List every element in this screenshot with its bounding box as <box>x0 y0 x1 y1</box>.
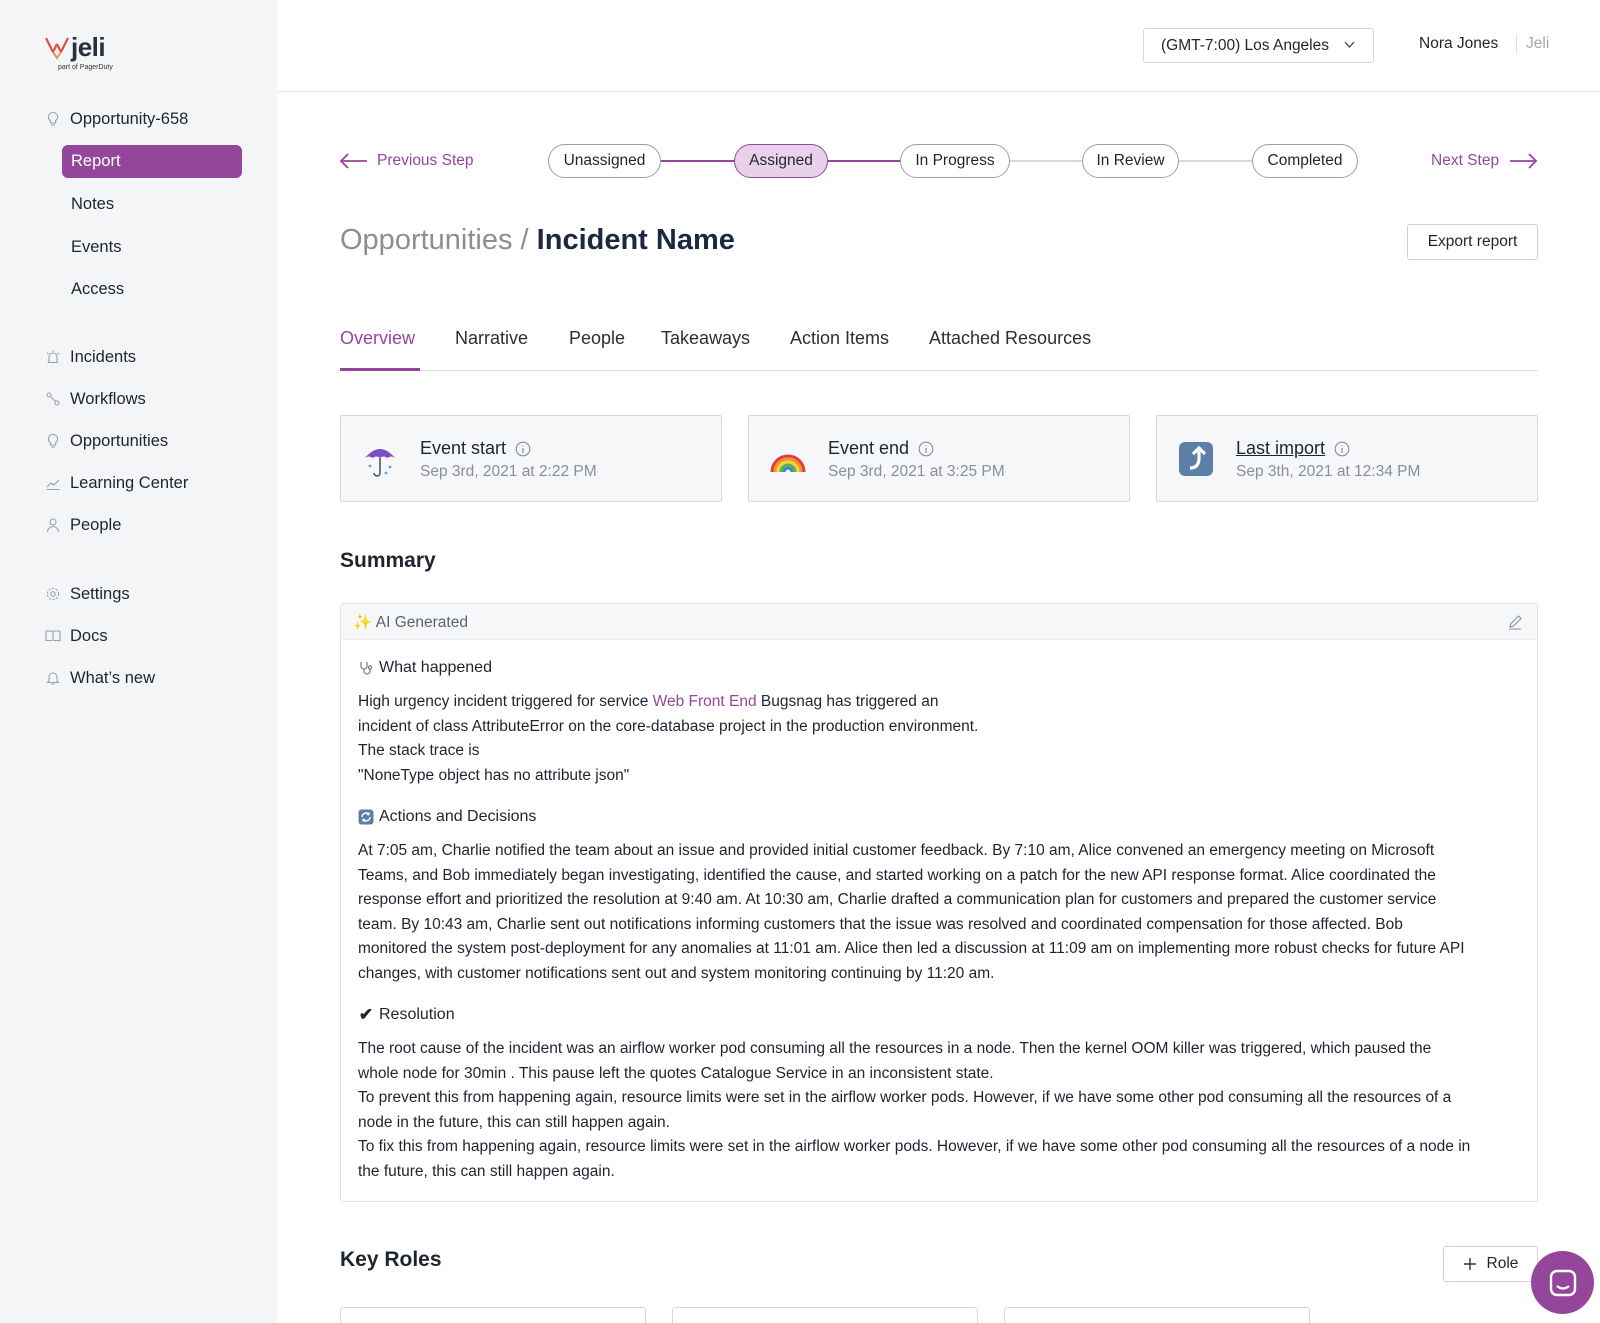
sidebar-opportunity-label: Opportunity-658 <box>70 109 189 128</box>
sidebar-item-learning-center[interactable] <box>44 470 188 496</box>
actions-text: At 7:05 am, Charlie notified the team about an issue and provided initial customer feedback. By 7:10 am, Alice convened an emergency meeting on Microsoft Teams, and Bob immediately began investigating, identified the cause, and started working on a patch for the new API response format. Alice coordinated the response effort and prioritized the resolution at 9:40 am. At 10:30 am, Charlie drafted a communication plan for customers and prepared the customer service team. By 10:43 am, Charlie sent out notifications informing customers that the issue was resolved and coordinated compensation for those affected. Bob monitored the system post-deployment for any anomalies at 11:01 am. Alice then led a discussion at 11:09 am on implementing more robust checks for future API changes, with customer notifications sent out and system monitoring continuing by 11:20 am. <box>358 842 1465 982</box>
status-stepper <box>0 144 1600 178</box>
event-start-label: Event start <box>420 438 507 458</box>
timezone-value: (GMT-7:00) Los Angeles <box>1161 37 1329 54</box>
last-import-card <box>1156 415 1538 502</box>
top-bar <box>277 0 1600 92</box>
user-org: Jeli <box>1516 35 1549 53</box>
event-end-card <box>748 415 1130 502</box>
step-in-review[interactable]: In Review <box>1082 144 1179 178</box>
breadcrumb-separator: / <box>512 224 537 256</box>
add-role-label: Role <box>1486 1255 1519 1272</box>
step-connector <box>827 160 902 162</box>
last-import-title <box>1236 438 1350 459</box>
resolution-text: The root cause of the incident was an airflow worker pod consuming all the resources in a node. Then the kernel OOM killer was triggered, which paused the whole node for 30min . This pause left the quotes Catalogue Service in an inconsistent state. To prevent this from happening again, resource limits were set in the airflow worker pods. However, if we have some other pod consuming all the resources of a node in the future, this can still happen again. To fix this from happening again, resource limits were set in the airflow worker pods. However, if we have some other pod consuming all the resources of a node in the future, this can still happen again. <box>358 1040 1471 1180</box>
arrow-left-icon <box>339 152 369 170</box>
ai-generated-label: ✨ AI Generated <box>353 614 468 631</box>
user-name[interactable]: Nora Jones <box>1419 35 1499 52</box>
info-icon[interactable] <box>1334 441 1350 457</box>
sparkle-icon: ✨ <box>353 614 373 631</box>
arrow-up-icon <box>1177 438 1215 480</box>
sidebar-item-label: Settings <box>70 584 130 603</box>
next-step-label: Next Step <box>1431 152 1500 169</box>
sidebar-sub-access[interactable]: Access <box>71 280 125 298</box>
what-happened-text: High urgency incident triggered for service Web Front End Bugsnag has triggered an incident of class AttributeError on the core-database project in the production environment. The stack trace is "NoneType object has no attribute json" <box>358 693 979 784</box>
tab-takeaways[interactable]: Takeaways <box>661 328 751 348</box>
summary-panel <box>340 603 1538 1202</box>
previous-step-label: Previous Step <box>377 152 474 169</box>
event-start-card <box>340 415 722 502</box>
tab-action-items[interactable]: Action Items <box>790 328 890 348</box>
chart-line-icon <box>44 474 62 492</box>
service-link[interactable]: Web Front End <box>652 693 757 710</box>
sidebar-item-settings[interactable] <box>44 581 130 607</box>
sidebar-item-label: What’s new <box>70 668 155 687</box>
sidebar-item-docs[interactable] <box>44 623 108 649</box>
sidebar-item-label: Opportunities <box>70 431 169 450</box>
step-connector <box>1010 160 1082 162</box>
tab-people[interactable]: People <box>569 328 626 348</box>
logo-wordmark: jeli <box>71 32 106 62</box>
event-end-title <box>828 438 934 459</box>
umbrella-icon <box>361 438 399 480</box>
chat-icon <box>1548 1268 1578 1298</box>
jeli-logo[interactable] <box>44 32 113 71</box>
sidebar-item-whats-new[interactable] <box>44 665 155 691</box>
breadcrumb-parent[interactable]: Opportunities <box>340 224 513 256</box>
sidebar-sub-events[interactable]: Events <box>71 238 122 256</box>
sidebar-item-label: Incidents <box>70 347 137 366</box>
check-mark-icon: ✔ <box>358 1005 374 1024</box>
what-happened-title: What happened <box>379 659 492 676</box>
logo-tagline: part of PagerDuty <box>58 64 113 71</box>
role-card[interactable] <box>672 1307 978 1323</box>
resolution-heading <box>358 1006 455 1024</box>
sidebar-sub-notes[interactable]: Notes <box>71 195 115 213</box>
step-unassigned[interactable]: Unassigned <box>548 144 661 178</box>
event-start-value: Sep 3rd, 2021 at 2:22 PM <box>420 463 597 480</box>
last-import-value: Sep 3th, 2021 at 12:34 PM <box>1236 463 1421 480</box>
book-icon <box>44 627 62 645</box>
event-start-title <box>420 438 531 459</box>
what-happened-heading <box>358 659 492 677</box>
edit-pencil-icon[interactable] <box>1507 614 1523 630</box>
info-icon[interactable] <box>515 441 531 457</box>
sidebar-item-label: People <box>70 515 122 534</box>
sidebar-opportunity[interactable] <box>44 106 188 132</box>
summary-header <box>341 604 1537 640</box>
timezone-select[interactable] <box>1143 28 1374 63</box>
sidebar-item-incidents[interactable] <box>44 344 136 370</box>
lightbulb-icon <box>44 432 62 450</box>
sidebar-item-label: Learning Center <box>70 473 189 492</box>
gear-icon <box>44 585 62 603</box>
previous-step-button[interactable] <box>339 152 474 170</box>
tab-narrative[interactable]: Narrative <box>455 328 529 348</box>
step-assigned[interactable]: Assigned <box>734 144 828 178</box>
sidebar-item-workflows[interactable] <box>44 386 146 412</box>
info-icon[interactable] <box>918 441 934 457</box>
role-card[interactable] <box>1004 1307 1310 1323</box>
active-tab-indicator <box>340 368 420 371</box>
key-roles-heading: Key Roles <box>340 1248 442 1271</box>
next-step-button[interactable] <box>1431 152 1538 170</box>
alarm-icon <box>44 348 62 366</box>
add-role-button[interactable] <box>1443 1246 1538 1282</box>
sidebar-item-opportunities[interactable] <box>44 428 168 454</box>
last-import-link[interactable]: Last import <box>1236 438 1326 458</box>
workflow-icon <box>44 390 62 408</box>
chat-launcher-button[interactable] <box>1531 1251 1594 1314</box>
role-card[interactable] <box>340 1307 646 1323</box>
page-title: Incident Name <box>536 224 735 256</box>
chevron-down-icon <box>1344 39 1355 50</box>
summary-heading: Summary <box>340 549 436 572</box>
person-icon <box>44 516 62 534</box>
report-tabs <box>340 324 1538 371</box>
bell-icon <box>44 669 62 687</box>
step-completed[interactable]: Completed <box>1252 144 1358 178</box>
step-connector <box>661 160 736 162</box>
sidebar-item-people[interactable] <box>44 512 121 538</box>
sidebar-item-label: Docs <box>70 626 108 645</box>
breadcrumb <box>340 224 735 257</box>
export-report-button[interactable]: Export report <box>1407 224 1538 260</box>
sidebar <box>0 0 277 1323</box>
sidebar-item-label: Workflows <box>70 389 146 408</box>
arrow-right-icon <box>1508 152 1538 170</box>
tab-overview[interactable]: Overview <box>340 328 416 348</box>
step-connector <box>1179 160 1253 162</box>
event-end-label: Event end <box>828 438 910 458</box>
event-end-value: Sep 3rd, 2021 at 3:25 PM <box>828 463 1005 480</box>
stethoscope-icon <box>358 660 374 676</box>
actions-heading <box>358 808 536 826</box>
actions-title: Actions and Decisions <box>379 808 537 825</box>
lightbulb-icon <box>44 110 62 128</box>
plus-icon <box>1463 1257 1477 1271</box>
resolution-title: Resolution <box>379 1006 455 1023</box>
tab-attached-resources[interactable]: Attached Resources <box>929 328 1092 348</box>
rainbow-icon <box>769 438 807 480</box>
jeli-logo-icon <box>44 34 70 60</box>
cycle-arrows-icon <box>358 809 374 825</box>
step-in-progress[interactable]: In Progress <box>900 144 1010 178</box>
sidebar-sub-report[interactable]: Report <box>62 145 242 178</box>
